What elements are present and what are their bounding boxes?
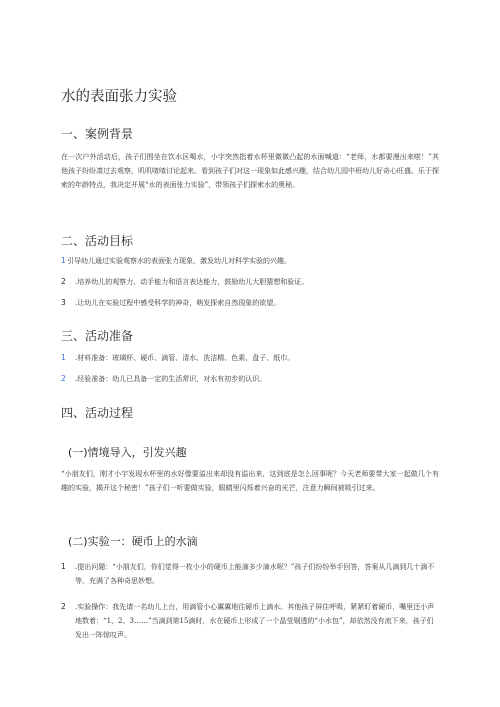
section-heading-background: 一、案例背景	[61, 127, 134, 141]
list-item-number: 2	[61, 374, 66, 383]
section-heading-preparation: 三、活动准备	[61, 329, 134, 343]
list-item	[61, 351, 439, 365]
subsection-heading-intro: (一)情境导入，引发兴趣	[68, 446, 187, 459]
list-item	[61, 560, 439, 588]
list-item-text: .提出问题：“小朋友们，你们觉得一枚小小的硬币上能滴多少滴水呢？”孩子们纷纷举手回答，答案从几滴到几十滴不等，充满了各种奇思妙想。	[75, 563, 435, 585]
list-item	[61, 296, 439, 310]
subsection-body-intro: “小朋友们，刚才小宇发现水杯里的水好像要溢出来却没有溢出来，这到底是怎么回事呢？今天老师要带大家一起做几个有趣的实验，揭开这个秘密！”孩子们一听要做实验，眼睛里闪烁着兴奋的光芒，注意力瞬间被吸引过来。	[61, 470, 439, 492]
subsection-heading-experiment-one: (二)实验一：硬币上的水滴	[68, 535, 198, 548]
list-item-number: 2	[61, 277, 66, 286]
list-item-number: 1	[61, 256, 66, 265]
list-item-number: 2	[61, 602, 66, 611]
list-item	[61, 372, 439, 386]
section-heading-goals: 二、活动目标	[61, 234, 134, 248]
list-item-text: .实验操作：我先请一名幼儿上台，用滴管小心翼翼地往硬币上滴水。其他孩子屏住呼吸，紧紧盯着硬币，嘴里还小声地数着：“1、2、3……”当滴到第15滴时，水在硬币上形成了一个晶莹剔透的“小水包”，却依然没有流下来，孩子们发出一阵惊叹声。	[75, 603, 435, 639]
list-item-number: 1	[61, 353, 66, 362]
list-item-text: .培养幼儿的观察力、动手能力和语言表达能力，鼓励幼儿大胆猜想和验证。	[75, 278, 309, 286]
list-item-text: 引导幼儿通过实验观察水的表面张力现象，激发幼儿对科学实验的兴趣。	[67, 257, 291, 265]
list-item-text: .让幼儿在实验过程中感受科学的神奇，萌发探索自然现象的欲望。	[75, 299, 281, 307]
list-item-number: 3	[61, 298, 66, 307]
list-item	[61, 254, 439, 268]
page-title: 水的表面张力实验	[61, 89, 177, 105]
list-item	[61, 275, 439, 289]
list-item-text: .材料准备：玻璃杯、硬币、滴管、清水、洗洁精、色素、盘子、纸巾。	[75, 354, 295, 362]
list-item-text: .经验准备：幼儿已具备一定的生活常识，对水有初步的认识。	[75, 375, 267, 383]
section-body-background: 在一次户外活动后，孩子们围坐在饮水区喝水，小宇突然指着水杯里微微凸起的水面喊道：“老师，水都要漫出来啦！”其他孩子纷纷凑过去观察，叽叽喳喳讨论起来。看到孩子们对这一现象如此感兴趣，结合幼儿园中班幼儿好奇心旺盛、乐于探索的年龄特点，我决定开展“水的表面张力实验”，带领孩子们探索水的奥秘。	[61, 153, 439, 189]
list-item	[61, 600, 439, 642]
section-heading-process: 四、活动过程	[61, 406, 134, 420]
list-item-number: 1	[61, 562, 66, 571]
